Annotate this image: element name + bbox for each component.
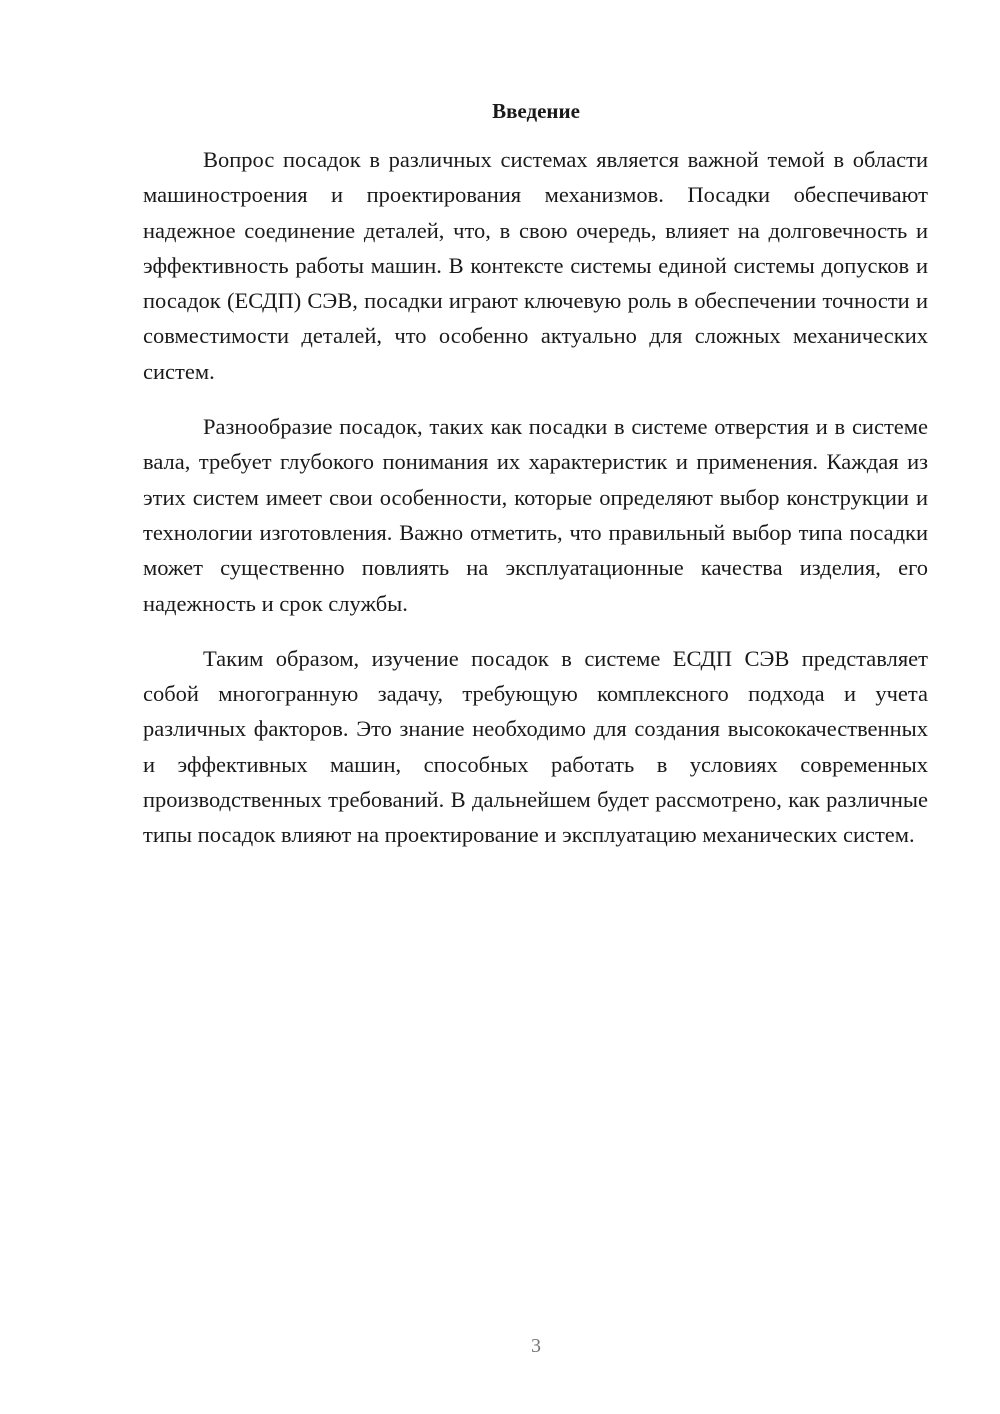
section-heading: Введение bbox=[492, 99, 580, 123]
paragraph-3: Таким образом, изучение посадок в системе ЕСДП СЭВ представляет собой многогранную задачу, требующую комплексного подхода и учета различных факторов. Это знание необходимо для создания высококачественных и эффективных машин, способных работать в условиях современных производственных требований. В дальнейшем будет рассмотрено, как различные типы посадок влияют на проектирование и эксплуатацию механических систем. bbox=[143, 645, 928, 848]
paragraph-2: Разнообразие посадок, таких как посадки в системе отверстия и в системе вала, требует глубокого понимания их характеристик и применения. Каждая из этих систем имеет свои особенности, которые определяют выбор конструкции и технологии изготовления. Важно отметить, что правильный выбор типа посадки может существенно повлиять на эксплуатационные качества изделия, его надежность и срок службы. bbox=[143, 414, 928, 616]
page-number: 3 bbox=[531, 1335, 541, 1357]
paragraph-1: Вопрос посадок в различных системах является важной темой в области машиностроения и проектирования механизмов. Посадки обеспечивают надежное соединение деталей, что, в свою очередь, влияет на долговечность и эффективность работы машин. В контексте системы единой системы допусков и посадок (ЕСДП) СЭВ, посадки играют ключевую роль в обеспечении точности и совместимости деталей, что особенно актуально для сложных механических систем. bbox=[143, 147, 928, 384]
body-text bbox=[143, 142, 928, 873]
